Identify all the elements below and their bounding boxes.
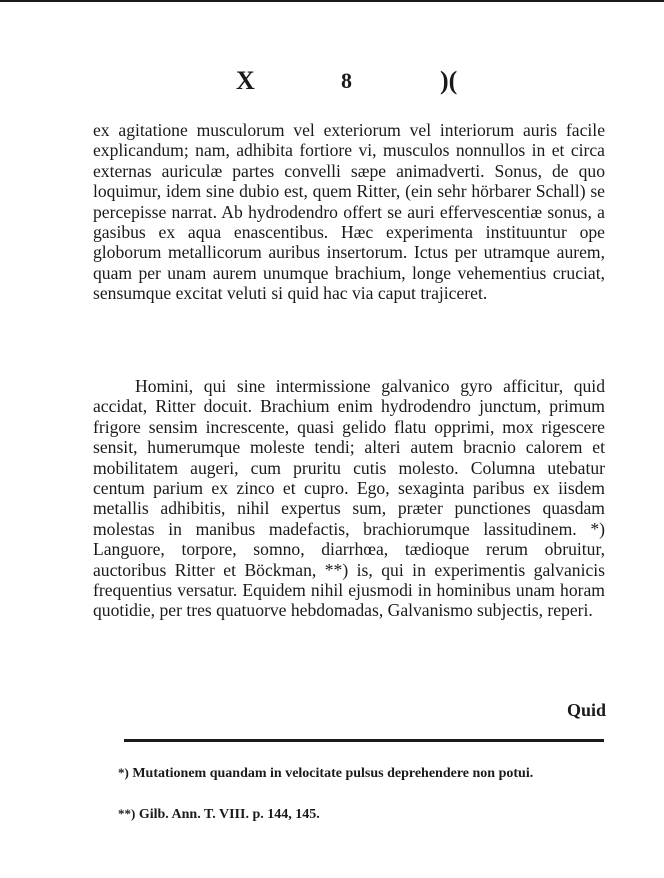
paragraph-2: Homini, qui sine intermissione galvanico gyro afficitur, quid accidat, Ritter docuit. Brachium enim hydrodendro junctum, primum frigore sensim increscente, quasi gelido flatu opprimi, mox rigescere sensit, humerumque moleste tendi; alteri autem bracnio calorem et mobilitatem augeri, cum pruritu cutis molesto. Columna utebatur centum parium ex zinco et cupro. Ego, sexaginta paribus ex iisdem metallis adhibitis, nihil expertus sum, præter punctiones quasdam molestas in manibus madefactis, brachiorumque lassitudinem. *) Languore, torpore, somno, diarrhœa, tædioque rerum obruitur, auctoribus Ritter et Böckman, **) is, qui in experimentis galvanicis frequentius versatur. Equidem nihil ejusmodi in hominibus unam horam quotidie, per tres quatuorve hebdomadas, Galvanismo subjectis, reperi. bbox=[93, 376, 605, 621]
footnote-1-text: Mutationem quandam in velocitate pulsus deprehendere non potui. bbox=[132, 766, 534, 781]
footnote-rule bbox=[124, 739, 604, 742]
running-head-right-ornament: )( bbox=[440, 66, 458, 95]
page-number: 8 bbox=[341, 68, 352, 93]
paragraph-1: ex agitatione musculorum vel exteriorum vel interiorum auris facile explicandum; nam, adhibita fortiore vi, musculos nonnullos in et circa externas auriculæ partes convelli sæpe animadverti. Sonus, de quo loquimur, idem sine dubio est, quem Ritter, (ein sehr hörbarer Schall) se percepisse narrat. Ab hydrodendro offert se auri effervescentiæ sonus, a gasibus ex aqua enascentibus. Hæc experimenta instituuntur ope globorum metallicorum auribus insertorum. Ictus per utramque aurem, quam per unam aurem unumque brachium, longe vehementius cruciat, sensumque excitat veluti si quid hac via caput trajiceret. bbox=[93, 120, 605, 304]
footnote-2-text: Gilb. Ann. T. VIII. p. 144, 145. bbox=[138, 807, 320, 822]
footnote-1-mark: *) bbox=[118, 765, 129, 780]
footnote-2-mark: **) bbox=[118, 806, 136, 821]
footnote-2 bbox=[118, 805, 606, 823]
running-head bbox=[0, 66, 664, 102]
footnote-1 bbox=[118, 764, 606, 782]
catchword: Quid bbox=[566, 700, 606, 720]
running-head-left-ornament: X bbox=[236, 66, 255, 95]
top-border-rule bbox=[0, 0, 664, 2]
